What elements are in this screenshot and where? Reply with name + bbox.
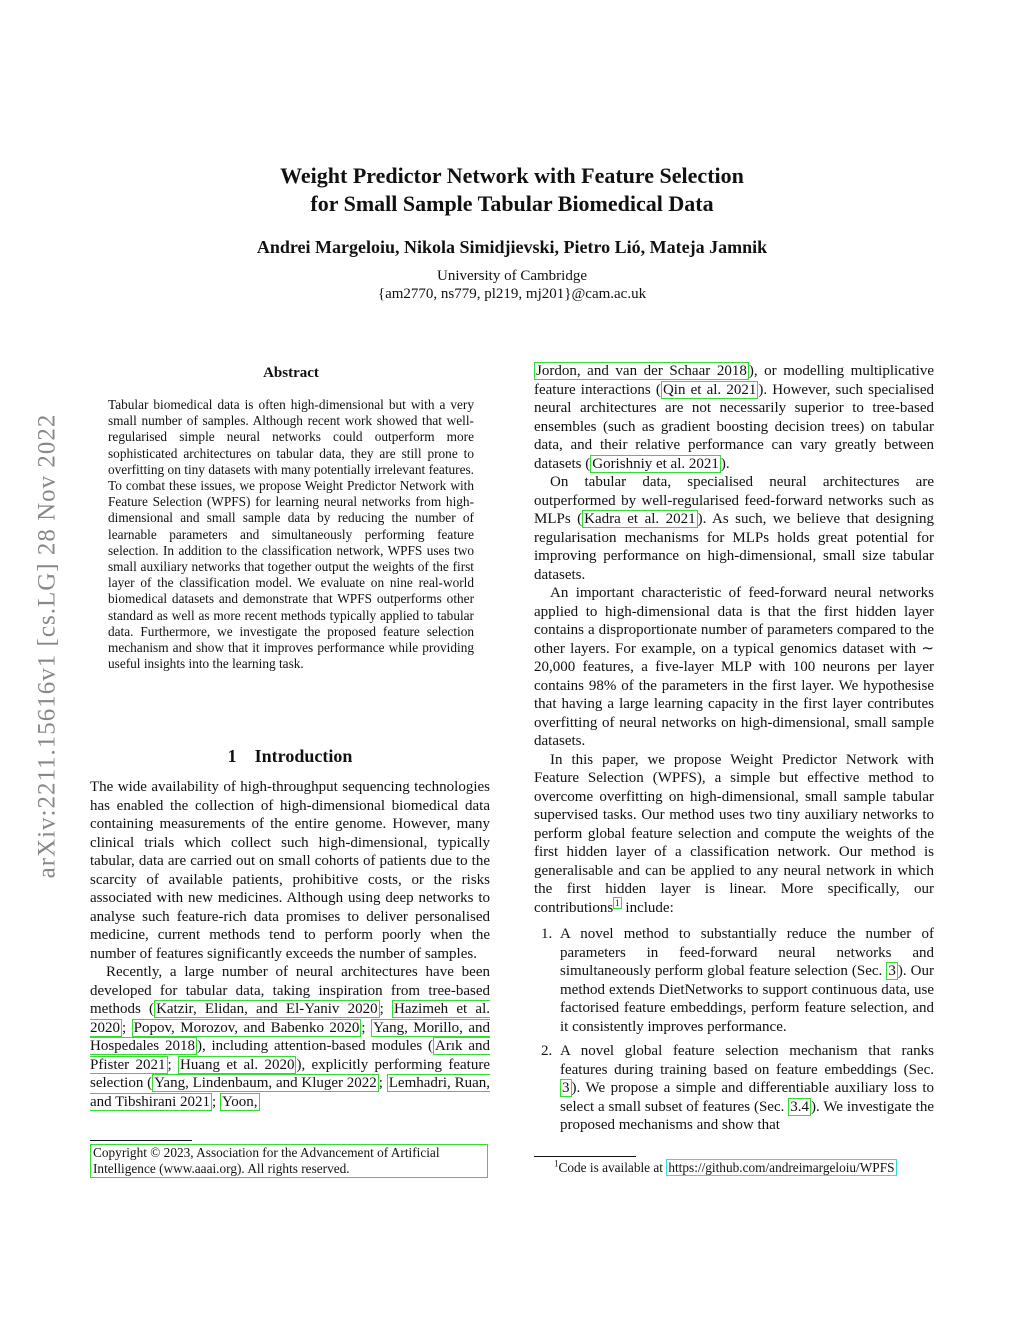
citation-link[interactable]: Huang et al. 2020 [180,1056,295,1073]
citation-link[interactable]: Gorishniy et al. 2021 [592,455,719,472]
footnote-rule [534,1156,636,1157]
arxiv-identifier: arXiv:2211.15616v1 [cs.LG] 28 Nov 2022 [33,413,61,878]
right-column-body [534,362,934,1141]
github-url-link[interactable]: https://github.com/andreimargeloiu/WPFS [668,1160,895,1175]
right-paragraph-4: In this paper, we propose Weight Predictor Network with Feature Selection (WPFS), a simple but effective method to overcome overfitting on high-dimensional, small sample tabular supervised tasks. Our method uses two tiny auxiliary networks to perform global feature selection and compute the weights of the first hidden layer of a classification network. Our method is generalisable and can be applied to any neural network in which the first hidden layer is linear. More specifically, our contributions $^1$ include: [534,751,934,916]
footnote-marker[interactable]: 1 [615,897,620,908]
contribution-item: 2. A novel global feature selection mechanism that ranks features during training based on feature embeddings (Sec. 3 ). We propose a simple and differentiable auxiliary loss to select a small subset of features (Sec. 3.4 ). We investigate the proposed mechanisms and show that [556,1042,934,1135]
section-reference-link[interactable]: 3 [562,1080,570,1096]
intro-paragraph-2: Recently, a large number of neural architectures have been developed for tabular data, taking inspiration from tree-based methods ( Katzir, Elidan, and El-Yaniv 2020 ; Hazimeh et al. 2020 ; Popov, Morozov, and Babenko 2020 ; Yang, Morillo, and Hospedales 2018 ), including attention-based modules ( Arık and Pfister 2021 ; Huang et al. 2020 ), explicitly performing feature selection ( Yang, Lindenbaum, and Kluger 2022 ; Lemhadri, Ruan, and Tibshirani 2021 ; Yoon, [90,964,491,1110]
code-footnote [554,1160,897,1176]
citation-link[interactable]: Hazimeh et al. 2020 [90,1001,491,1036]
paper-title-line-2: for Small Sample Tabular Biomedical Data [310,191,714,216]
copyright-notice[interactable]: Copyright © 2023, Association for the Advancement of Artificial Intelligence (www.aaai.org). All rights reserved. [90,1144,488,1178]
intro-paragraph-1: The wide availability of high-throughput sequencing technologies has enabled the collection of high-dimensional biomedical data containing measurements of the entire genome. However, many clinical trials which collect such high-dimensional, typically tabular, data are carried out on small cohorts of patients due to the scarcity of available patients, prohibitive costs, or the risks associated with new medicines. Although using deep networks to analyse such feature-rich data promises to deliver personalised medicine, current methods tend to perform poorly when the number of features significantly exceeds the number of samples. [90,779,490,962]
section-heading-introduction [90,746,490,767]
author-list: Andrei Margeloiu, Nikola Simidjievski, Pietro Lió, Mateja Jamnik [256,237,768,257]
citation-link[interactable]: Popov, Morozov, and Babenko 2020 [133,1019,360,1036]
citation-link[interactable]: Arık and Pfister 2021 [90,1038,490,1073]
section-number: 1 [227,746,237,766]
citation-link[interactable]: Kadra et al. 2021 [584,511,696,527]
citation-link[interactable]: Yoon, [221,1093,258,1110]
contribution-item: 1. A novel method to substantially reduce the number of parameters in feed-forward neural networks and simultaneously perform global feature selection (Sec. 3 ). Our method extends DietNetworks to support continuous data, use factorised feature embeddings, perform feature selection, and it consistently improves performance. [556,925,934,1036]
citation-link[interactable]: Yang, Lindenbaum, and Kluger 2022 [154,1075,377,1091]
citation-link[interactable]: Qin et al. 2021 [662,381,757,398]
right-paragraph-2: On tabular data, specialised neural architectures are outperformed by well-regularised feed-forward networks such as MLPs ( Kadra et al. 2021 ). As such, we believe that designing regularisation mechanisms for MLPs holds great potential for improving performance on high-dimensional, small size tabular datasets. [534,474,934,583]
author-emails: {am2770, ns779, pl219, mj201}@cam.ac.uk [377,286,647,302]
right-paragraph-1: Jordon, and van der Schaar 2018 ), or modelling multiplicative feature interactions ( Qin et al. 2021 ). However, such specialised neural architectures are not necessarily superior to tree-based ensembles (such as gradient boosting decision trees) on tabular data, and their relative performance can vary greatly between datasets ( Gorishniy et al. 2021 ). [534,363,934,472]
section-reference-link[interactable]: 3 [888,963,896,979]
abstract-text: Tabular biomedical data is often high-dimensional but with a very small number of samples. Although recent work showed that well-regularised simple neural networks could outperform more sophisticated architectures on tabular data, they are still prone to overfitting on tiny datasets with many potentially irrelevant features. To combat these issues, we propose Weight Predictor Network with Feature Selection (WPFS) for learning neural networks from high-dimensional and small sample data by reducing the number of learnable parameters and simultaneously performing feature selection. In addition to the classification network, WPFS uses two small auxiliary networks that together output the weights of the first layer of the classification model. We evaluate on nine real-world biomedical datasets and demonstrate that WPFS outperforms other standard as well as more recent methods typically applied to tabular data. Furthermore, we investigate the proposed feature selection mechanism and show that it improves performance while providing useful insights into the learning task. [108,397,474,672]
citation-link[interactable]: Lemhadri, Ruan, and Tibshirani 2021 [90,1075,490,1110]
abstract-heading: Abstract [263,365,319,381]
left-column-body [90,778,490,1111]
footnote-rule [90,1140,192,1141]
right-paragraph-3: An important characteristic of feed-forward neural networks applied to high-dimensional data is that the first hidden layer contains a disproportionate number of parameters compared to the other layers. For example, on a typical genomics dataset with ∼ 20,000 features, a five-layer MLP with 100 neurons per layer contains 98% of the parameters in the first layer. We hypothesise that having a large learning capacity in the first layer contributes overfitting of neural networks on high-dimensional, small sample datasets. [534,585,934,749]
section-reference-link[interactable]: 3.4 [790,1098,809,1115]
footnote-text: Code is available at [558,1160,667,1175]
paper-title-line-1: Weight Predictor Network with Feature Selection [280,163,744,188]
contributions-list [534,925,934,1135]
citation-link[interactable]: Jordon, and van der Schaar 2018 [536,363,747,379]
section-title: Introduction [254,746,353,766]
citation-link[interactable]: Katzir, Elidan, and El-Yaniv 2020 [156,1001,378,1017]
citation-link[interactable]: Yang, Morillo, and Hospedales 2018 [90,1019,491,1054]
arxiv-side-stamp [32,348,62,943]
affiliation: University of Cambridge [437,268,587,284]
footnote-number: 1 [554,1158,559,1169]
